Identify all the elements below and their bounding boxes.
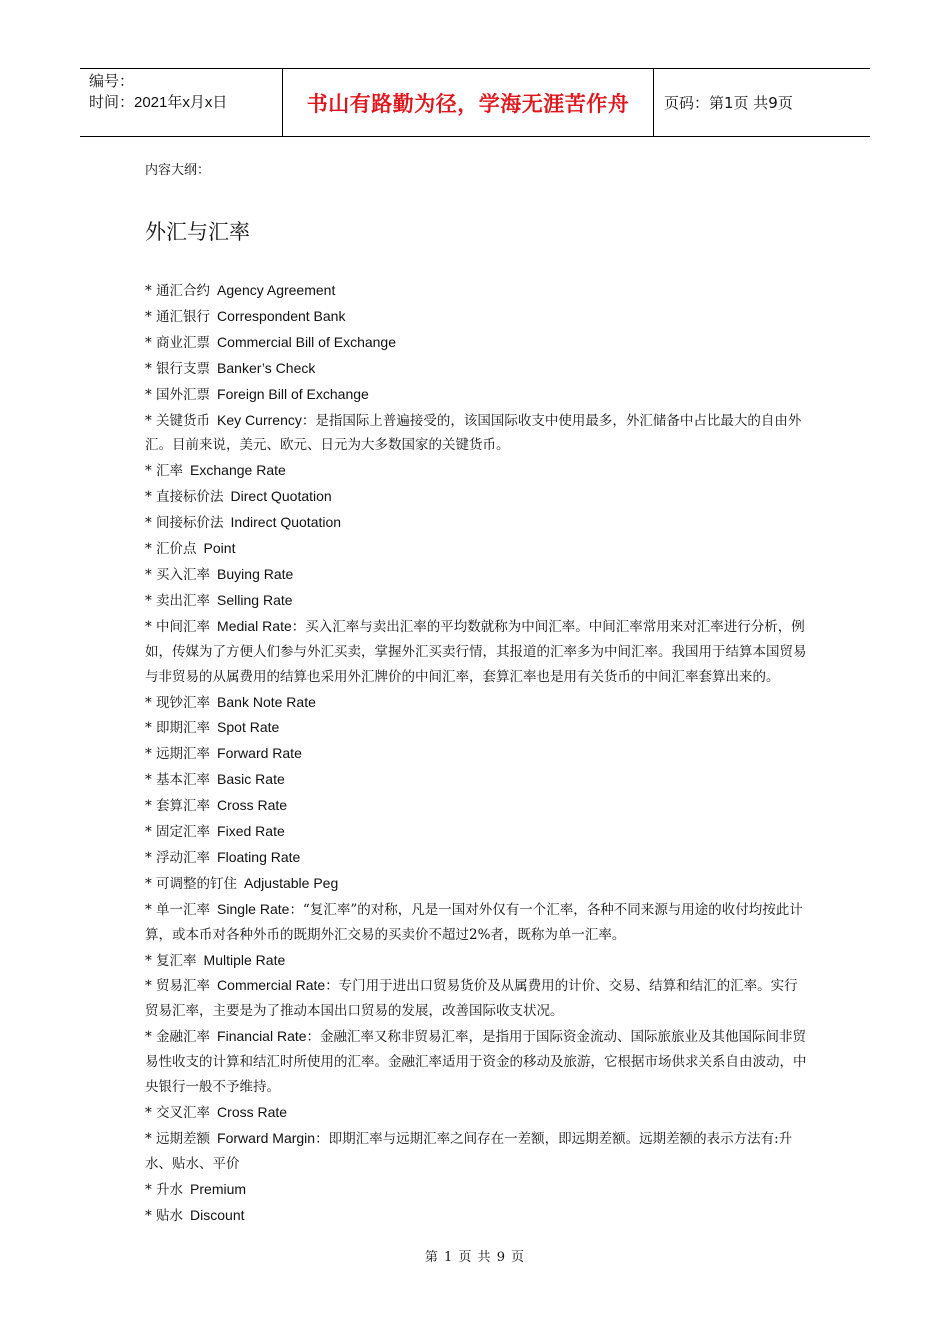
glossary-item xyxy=(145,973,810,1024)
term-english: Basic Rate xyxy=(217,771,285,788)
term-english: Single Rate xyxy=(217,900,290,917)
term-chinese: * 复汇率 xyxy=(145,952,197,969)
glossary-item xyxy=(145,767,810,793)
term-chinese: * 基本汇率 xyxy=(145,772,211,789)
term-chinese: * 银行支票 xyxy=(145,360,211,377)
glossary-item xyxy=(145,845,810,871)
term-english: Fixed Rate xyxy=(217,823,285,840)
term-chinese: * 关键货币 xyxy=(145,412,211,429)
glossary-item xyxy=(145,819,810,845)
term-english: Point xyxy=(203,540,236,557)
glossary-item xyxy=(145,278,810,304)
term-english: Cross Rate xyxy=(217,797,288,814)
glossary-item xyxy=(145,356,810,382)
term-english: Foreign Bill of Exchange xyxy=(217,385,369,402)
glossary-item xyxy=(145,330,810,356)
term-chinese: * 国外汇票 xyxy=(145,386,211,403)
glossary-item xyxy=(145,1126,810,1177)
document-body xyxy=(145,159,810,1229)
term-chinese: * 汇率 xyxy=(145,463,184,480)
term-english: Medial Rate xyxy=(217,617,292,634)
serial-label: 编号： xyxy=(89,73,135,90)
term-description: ：金融汇率又称非贸易汇率，是指用于国际资金流动、国际旅旅业及其他国际间非贸易性收支的计算和结汇时所使用的汇率。金融汇率适用于资金的移动及旅游，它根据市场供求关系自由波动，中央银行一般不予维持。 xyxy=(145,1029,807,1096)
glossary-list xyxy=(145,278,810,1229)
term-chinese: * 浮动汇率 xyxy=(145,849,211,866)
glossary-item xyxy=(145,1177,810,1203)
term-english: Spot Rate xyxy=(217,719,280,736)
glossary-item xyxy=(145,614,810,690)
term-english: Key Currency xyxy=(217,411,302,428)
term-english: Forward Rate xyxy=(217,745,302,762)
header-left-cell xyxy=(80,69,282,136)
glossary-item xyxy=(145,484,810,510)
glossary-item xyxy=(145,741,810,767)
term-english: Commercial Rate xyxy=(217,977,326,994)
term-english: Floating Rate xyxy=(217,848,301,865)
glossary-item xyxy=(145,1024,810,1100)
term-english: Correspondent Bank xyxy=(217,307,346,324)
term-chinese: * 贸易汇率 xyxy=(145,978,211,995)
term-english: Commercial Bill of Exchange xyxy=(217,333,397,350)
term-chinese: * 可调整的钉住 xyxy=(145,875,238,892)
term-english: Forward Margin xyxy=(217,1129,316,1146)
term-chinese: * 固定汇率 xyxy=(145,824,211,841)
term-english: Banker’s Check xyxy=(217,359,316,376)
glossary-item xyxy=(145,408,810,459)
glossary-item xyxy=(145,690,810,716)
header-page-info-cell xyxy=(654,69,870,136)
term-english: Financial Rate xyxy=(217,1028,307,1045)
term-chinese: * 即期汇率 xyxy=(145,720,211,737)
term-chinese: * 通汇合约 xyxy=(145,283,211,299)
term-chinese: * 套算汇率 xyxy=(145,798,211,815)
glossary-item xyxy=(145,588,810,614)
term-description: ：专门用于进出口贸易货价及从属费用的计价、交易、结算和结汇的汇率。实行贸易汇率，主要是为了推动本国出口贸易的发展，改善国际收支状况。 xyxy=(145,978,798,1020)
header-page-info: 页码：第1页 共9页 xyxy=(664,94,793,112)
term-chinese: * 贴水 xyxy=(145,1207,184,1224)
glossary-item xyxy=(145,871,810,897)
term-description: ：买入汇率与卖出汇率的平均数就称为中间汇率。中间汇率常用来对汇率进行分析，例如，传媒为了方便人们参与外汇买卖，掌握外汇买卖行情，其报道的汇率多为中间汇率。我国用于结算本国贸易与非贸易的从属费用的结算也采用外汇牌价的中间汇率，套算汇率也是用有关货币的中间汇率套算出来的。 xyxy=(145,618,807,685)
term-english: Premium xyxy=(190,1180,247,1197)
term-english: Selling Rate xyxy=(217,591,293,608)
term-english: Cross Rate xyxy=(217,1104,288,1120)
glossary-item xyxy=(145,382,810,408)
term-chinese: * 买入汇率 xyxy=(145,566,211,583)
date-label: 时间：2021年x月x日 xyxy=(89,94,228,111)
term-chinese: * 现钞汇率 xyxy=(145,694,211,711)
term-chinese: * 升水 xyxy=(145,1181,184,1198)
glossary-item xyxy=(145,562,810,588)
header-motto-cell xyxy=(282,69,654,136)
page-footer: 第 1 页 共 9 页 xyxy=(424,1250,526,1265)
term-english: Indirect Quotation xyxy=(230,514,342,531)
glossary-item xyxy=(145,1100,810,1126)
term-chinese: * 直接标价法 xyxy=(145,489,224,506)
term-chinese: * 商业汇票 xyxy=(145,334,211,351)
glossary-item xyxy=(145,948,810,974)
glossary-item xyxy=(145,536,810,562)
term-description: ：“复汇率”的对称，凡是一国对外仅有一个汇率，各种不同来源与用途的收付均按此计算，或本币对各种外币的既期外汇交易的买卖价不超过2%者，既称为单一汇率。 xyxy=(145,901,803,943)
term-chinese: * 远期汇率 xyxy=(145,746,211,763)
section-title: 外汇与汇率 xyxy=(145,220,250,244)
glossary-item xyxy=(145,458,810,484)
term-chinese: * 中间汇率 xyxy=(145,618,211,635)
glossary-item xyxy=(145,793,810,819)
glossary-item xyxy=(145,510,810,536)
term-english: Agency Agreement xyxy=(217,282,336,298)
term-chinese: * 通汇银行 xyxy=(145,308,211,325)
outline-label: 内容大纲： xyxy=(145,163,211,178)
page-header xyxy=(80,68,870,137)
term-description: ：是指国际上普遍接受的，该国国际收支中使用最多，外汇储备中占比最大的自由外汇。目前来说，美元、欧元、日元为大多数国家的关键货币。 xyxy=(145,412,802,454)
term-chinese: * 交叉汇率 xyxy=(145,1105,211,1121)
term-description: ：即期汇率与远期汇率之间存在一差额，即远期差额。远期差额的表示方法有:升水、贴水、平价 xyxy=(145,1130,793,1172)
term-chinese: * 金融汇率 xyxy=(145,1029,211,1046)
term-chinese: * 远期差额 xyxy=(145,1130,211,1147)
term-english: Direct Quotation xyxy=(230,488,332,505)
glossary-item xyxy=(145,715,810,741)
term-chinese: * 间接标价法 xyxy=(145,515,224,532)
glossary-item xyxy=(145,897,810,948)
glossary-item xyxy=(145,304,810,330)
term-english: Buying Rate xyxy=(217,565,294,582)
header-motto: 书山有路勤为径，学海无涯苦作舟 xyxy=(306,91,630,116)
term-chinese: * 汇价点 xyxy=(145,541,197,558)
term-english: Adjustable Peg xyxy=(244,874,339,891)
term-english: Exchange Rate xyxy=(190,462,286,479)
term-english: Bank Note Rate xyxy=(217,693,316,710)
term-chinese: * 单一汇率 xyxy=(145,901,211,918)
term-english: Discount xyxy=(190,1206,245,1223)
term-english: Multiple Rate xyxy=(203,951,286,968)
term-chinese: * 卖出汇率 xyxy=(145,592,211,609)
glossary-item xyxy=(145,1203,810,1229)
